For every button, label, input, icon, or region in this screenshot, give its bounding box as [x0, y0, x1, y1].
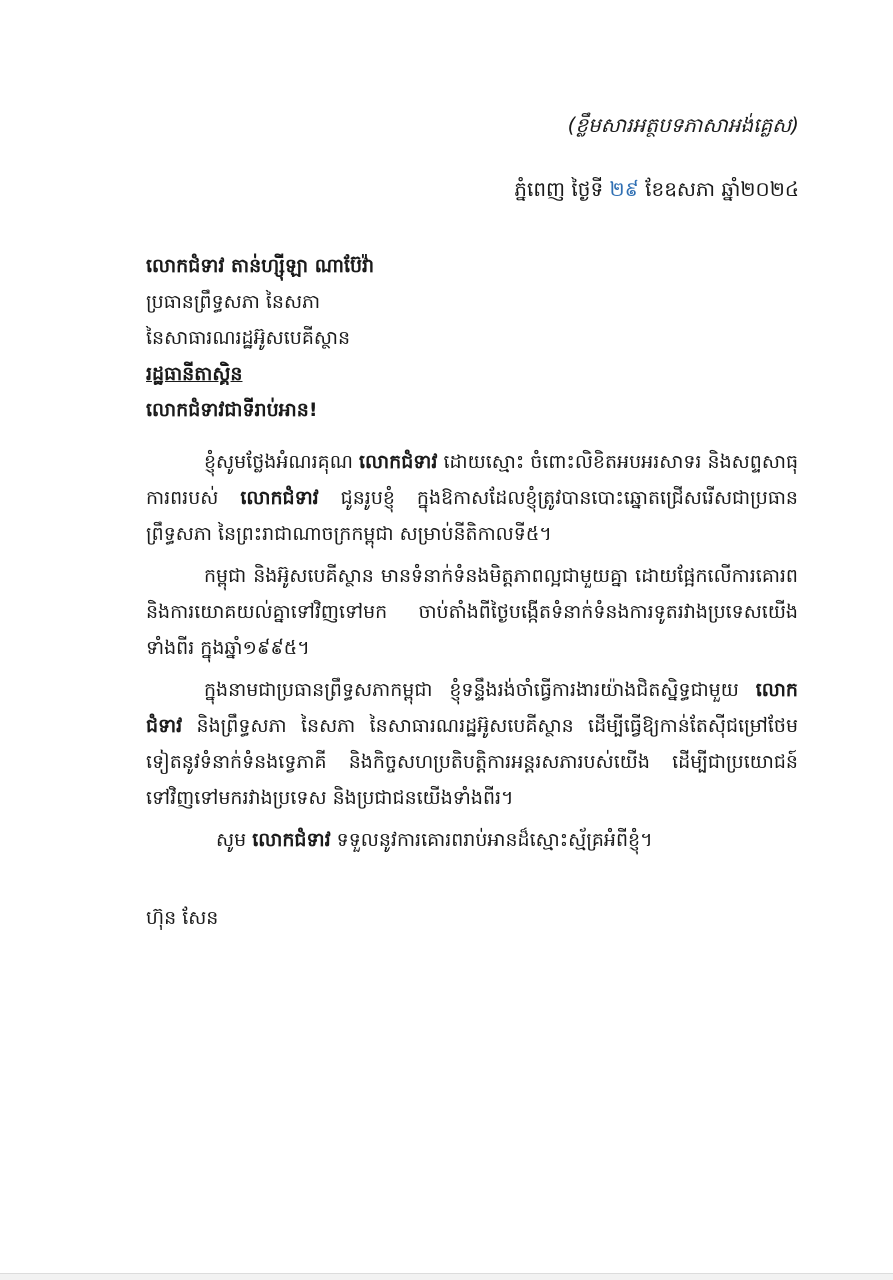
p1-text-c: ដោយស្មោះ ចំពោះលិខិតអបអរសាទរ និងសព្ទសាធុការពរបស់: [146, 451, 798, 509]
p3-text-a: ក្នុងនាមជាប្រធានព្រឹទ្ធសភាកម្ពុជា ខ្ញុំទន្ទឹងរង់ចាំធ្វើការងារយ៉ាងជិតស្និទ្ធជាមួយ: [204, 679, 756, 701]
closing-honorific: លោកជំទាវ: [252, 829, 331, 851]
recipient-block: [146, 248, 786, 392]
translation-note: (ខ្លឹមសារអត្ថបទភាសាអង់គ្លេស): [567, 113, 799, 137]
recipient-city: រដ្ឋធានីតាស្គិន: [146, 363, 243, 385]
date-prefix: ភ្នំពេញ ថ្ងៃទី: [514, 177, 610, 201]
closing-text-a: សូម: [216, 829, 253, 851]
p1-text-a: ខ្ញុំសូមថ្លែងអំណរគុណ: [204, 451, 359, 473]
recipient-title-line1: ប្រធានព្រឹទ្ធសភា នៃសភា: [146, 291, 321, 313]
p1-honorific-1: លោកជំទាវ: [359, 451, 438, 473]
date-suffix: ខែឧសភា ឆ្នាំ២០២៤: [638, 177, 799, 201]
paragraph-1: [146, 444, 798, 552]
closing-text-c: ទទួលនូវការគោរពរាប់អានដ៏ស្មោះស្ម័គ្រអំពីខ្ញុំ។: [330, 829, 653, 851]
p3-honorific: លោកជំទាវ: [146, 679, 798, 737]
recipient-title-line2: នៃសាធារណរដ្ឋអ៊ូសបេគីស្ថាន: [146, 327, 351, 349]
p1-honorific-2: លោកជំទាវ: [240, 487, 319, 509]
paragraph-3: [146, 672, 798, 816]
page-bottom-edge: [0, 1273, 893, 1280]
paragraph-2: កម្ពុជា និងអ៊ូសបេគីស្ថាន មានទំនាក់ទំនងមិត្តភាពល្អជាមួយគ្នា ដោយផ្អែកលើការគោរព និងការយោគយល់គ្នាទៅវិញទៅមក ចាប់តាំងពីថ្ងៃបង្កើតទំនាក់ទំនងការទូតរវាងប្រទេសយើងទាំងពីរ ក្នុងឆ្នាំ១៩៩៥។: [146, 565, 798, 659]
p3-text-c: និងព្រឹទ្ធសភា នៃសភា នៃសាធារណរដ្ឋអ៊ូសបេគីស្ថាន ដើម្បីធ្វើឱ្យកាន់តែស៊ីជម្រៅថែមទៀតនូវទំនាក់ទំនងទ្វេភាគី និងកិច្ចសហប្រតិបត្តិការអន្តរសភារបស់យើង ដើម្បីជាប្រយោជន៍ទៅវិញទៅមករវាងប្រទេស និងប្រជាជនយើងទាំងពីរ។: [146, 715, 798, 809]
signature-name: ហ៊ុន សែន: [146, 907, 219, 929]
letter-body: [146, 444, 798, 864]
closing-paragraph: [146, 822, 798, 858]
p1-text-d: ជូនរូបខ្ញុំ ក្នុងឱកាសដែលខ្ញុំត្រូវបានបោះឆ្នោតជ្រើសរើសជាប្រធានព្រឹទ្ធសភា នៃព្រះរាជាណាចក្រកម្ពុជា សម្រាប់នីតិកាលទី៥។: [146, 487, 798, 545]
recipient-name: លោកជំទាវ តាន់ហ្ស៊ីឡា ណាប៊ែវ៉ា: [146, 255, 375, 277]
date-line: [514, 176, 799, 206]
salutation: លោកជំទាវជាទីរាប់អាន!: [146, 399, 318, 421]
date-day: ២៩: [609, 177, 639, 201]
